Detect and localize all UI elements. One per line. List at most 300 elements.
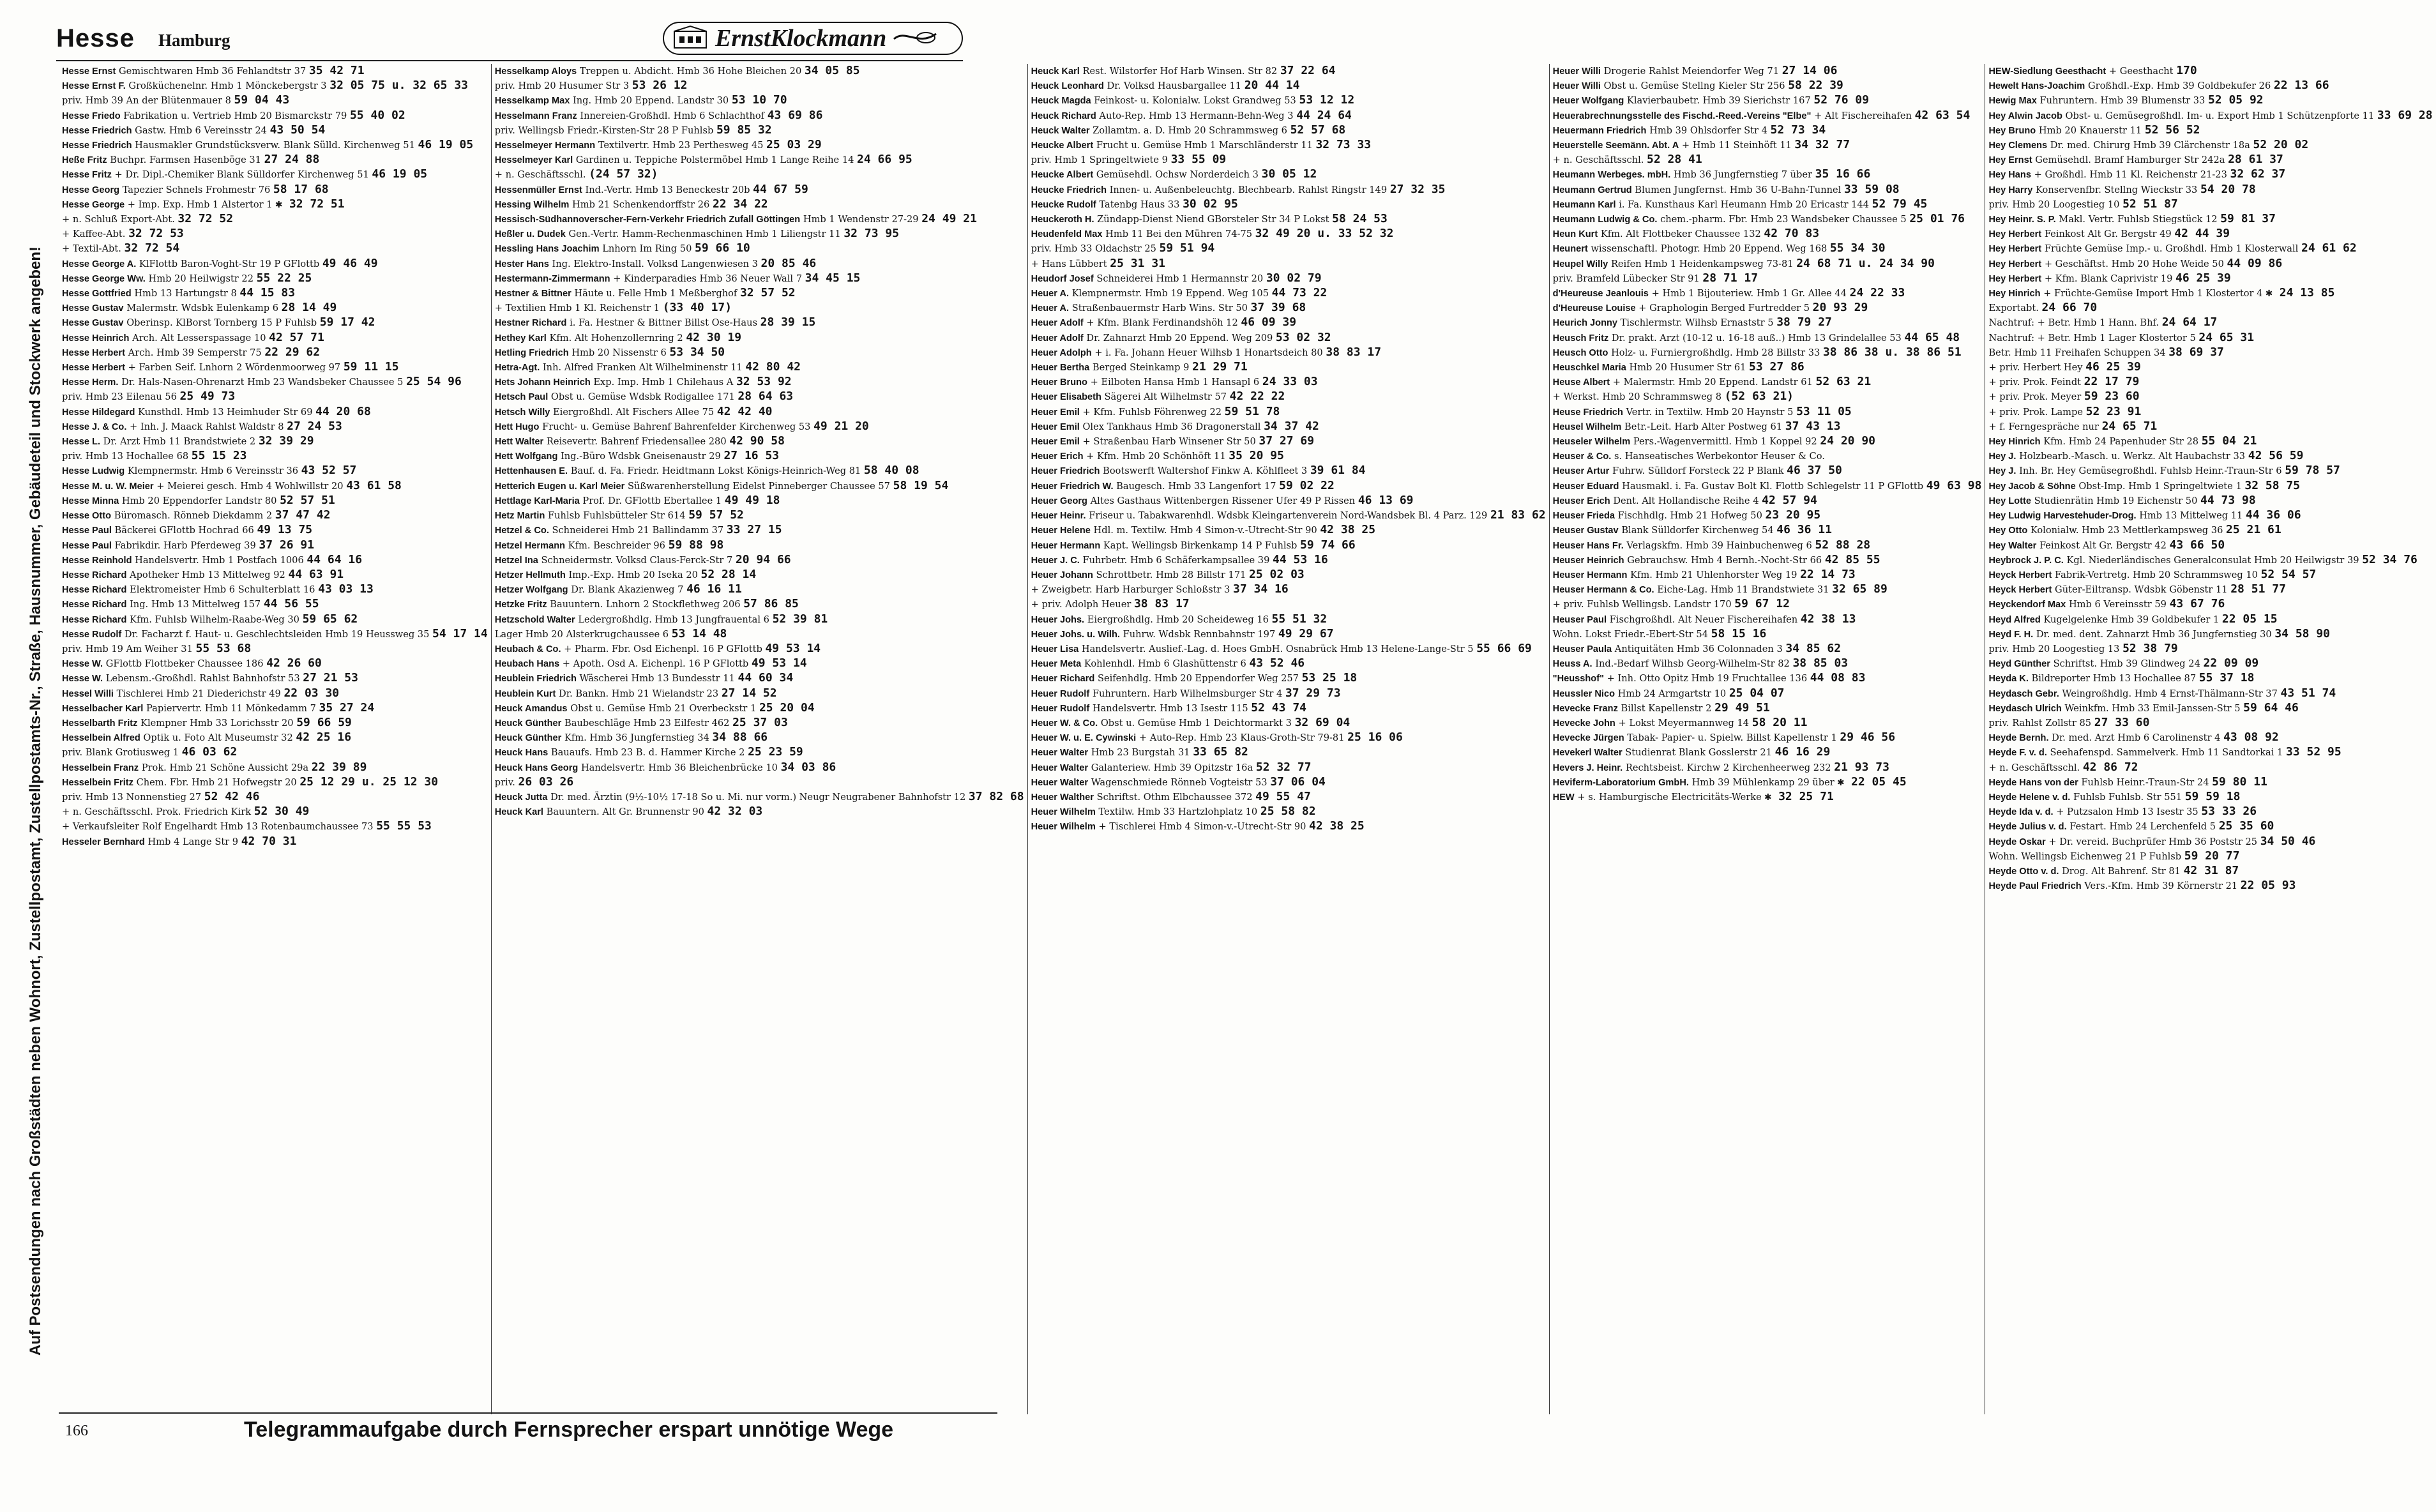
entry-details: + Straßenbau Harb Winsener Str 50 <box>1082 436 1256 448</box>
directory-entry <box>495 479 1024 492</box>
entry-name: Heuckeroth H. <box>1031 215 1094 225</box>
entry-name: Heviferm-Laboratorium GmbH. <box>1552 777 1689 788</box>
entry-phone: 28 39 15 <box>760 315 816 329</box>
entry-phone: 42 56 59 <box>2248 449 2304 463</box>
entry-name: Hesse Friedo <box>62 110 121 121</box>
directory-column <box>491 64 1027 1414</box>
directory-entry <box>1988 642 2432 655</box>
entry-details: Kgl. Niederländisches Generalconsulat Hmb 20 Heilwigstr 39 <box>2066 554 2359 566</box>
entry-name: Hey Jacob & Söhne <box>1988 481 2076 492</box>
directory-entry <box>1031 271 1546 285</box>
directory-entry <box>62 389 488 403</box>
entry-name: Hey Harry <box>1988 185 2033 195</box>
entry-name: HEW <box>1552 792 1575 803</box>
entry-phone: 25 54 96 <box>406 375 462 389</box>
directory-entry <box>62 153 488 166</box>
entry-details: i. Fa. Hestner & Bittner Billst Ose-Haus <box>570 317 757 329</box>
directory-entry <box>1988 331 2432 344</box>
building-icon <box>672 25 709 52</box>
entry-details: Feinkost- u. Kolonialw. Lokst Grandweg 53 <box>1094 95 1296 107</box>
entry-phone: 52 28 14 <box>700 567 757 581</box>
entry-name: Hey Herbert <box>1988 273 2042 284</box>
entry-name: Heucke Albert <box>1031 170 1094 181</box>
entry-name: Heuer W. & Co. <box>1031 718 1098 729</box>
directory-entry <box>1553 212 1982 225</box>
entry-details: + Imp. Exp. Hmb 1 Alstertor 1 <box>127 199 273 210</box>
entry-details: Früchte Gemüse Imp.- u. Großhdl. Hmb 1 Klosterwall <box>2044 243 2299 255</box>
entry-details: i. Fa. Kunsthaus Karl Heumann Hmb 20 Ericastr 144 <box>1619 199 1870 210</box>
entry-phone: 20 85 46 <box>760 256 817 270</box>
entry-name: Heuck Hans Georg <box>494 762 579 773</box>
entry-phone: 59 11 15 <box>343 360 399 374</box>
entry-name: Heuser Hermann <box>1552 570 1628 580</box>
entry-name: Heyckendorf Max <box>1988 600 2066 610</box>
entry-phone: 52 20 02 <box>2253 138 2309 152</box>
entry-name: Heuser Artur <box>1552 466 1610 477</box>
entry-details: Obst u. Gemüse Wdsbk Rodigallee 171 <box>550 391 735 403</box>
entry-details: Dr. Facharzt f. Haut- u. Geschlechtsleiden Hmb 19 Heussweg 35 <box>124 628 430 640</box>
entry-details: Zündapp-Dienst Niend GBorsteler Str 34 P Lokst <box>1097 214 1329 225</box>
entry-phone: (52 63 21) <box>1724 389 1794 404</box>
entry-name: Heuer Walther <box>1031 792 1094 803</box>
entry-name: Heuer Wilhelm <box>1031 807 1096 818</box>
directory-entry <box>495 241 1024 255</box>
entry-details: Dent. Alt Hollandische Reihe 4 <box>1613 495 1759 506</box>
entry-name: Heuck Magda <box>1031 96 1091 107</box>
entry-phone: ✱ 32 72 51 <box>275 197 345 211</box>
entry-name: Heuser Paul <box>1552 614 1607 625</box>
entry-phone: 24 68 71 u. 24 34 90 <box>1796 256 1935 270</box>
entry-details: + Kfm. Fuhlsb Föhrenweg 22 <box>1082 406 1222 418</box>
directory-entry <box>495 656 1024 670</box>
entry-phone: 38 69 37 <box>2168 345 2224 359</box>
entry-phone: 27 33 60 <box>2094 715 2150 729</box>
directory-entry <box>62 183 488 196</box>
entry-details: Obst u. Gemüse Stellng Kieler Str 256 <box>1603 80 1785 92</box>
directory-entry <box>495 301 1024 314</box>
entry-details: Obst-Imp. Hmb 1 Springeltwiete 1 <box>2078 480 2242 492</box>
directory-entry <box>62 597 488 610</box>
entry-phone: 59 66 59 <box>296 715 352 729</box>
directory-entry <box>495 745 1024 759</box>
directory-entry <box>1031 494 1546 507</box>
entry-name: Heuck Amandus <box>494 703 568 714</box>
entry-details: Fabrikdir. Harb Pferdeweg 39 <box>114 540 256 551</box>
entry-name: Heumann Ludwig & Co. <box>1552 215 1658 225</box>
entry-phone: 57 86 85 <box>743 597 799 611</box>
entry-details: Drog. Alt Bahrenf. Str 81 <box>2062 865 2181 877</box>
directory-entry <box>1988 775 2432 789</box>
entry-phone: 59 74 66 <box>1300 538 1356 552</box>
entry-details: Fuhlsb Heinr.-Traun-Str 24 <box>2081 776 2209 788</box>
entry-name: Hesse Rudolf <box>62 629 122 640</box>
directory-entry <box>1553 389 1982 403</box>
entry-name: Hetzel Hermann <box>494 540 566 551</box>
entry-details: Gebrauchsw. Hmb 4 Bernh.-Nocht-Str 66 <box>1627 554 1822 566</box>
entry-name: HEW-Siedlung Geesthacht <box>1988 66 2107 77</box>
directory-entry <box>1031 301 1546 314</box>
directory-entry <box>495 79 1024 92</box>
entry-phone: 42 25 16 <box>296 730 352 745</box>
entry-details: Hmb 1 Wendenstr 27-29 <box>803 214 919 225</box>
entry-details: + Kfm. Blank Caprivistr 19 <box>2044 273 2173 284</box>
entry-phone: 37 22 64 <box>1280 64 1336 77</box>
entry-details: Gemischtwaren Hmb 36 Fehlandtstr 37 <box>119 66 306 77</box>
directory-entry <box>1553 701 1982 714</box>
entry-phone: 49 53 14 <box>765 641 821 655</box>
directory-entry <box>62 79 488 92</box>
entry-phone: 42 57 94 <box>1762 493 1817 507</box>
directory-entry <box>1553 760 1982 774</box>
entry-name: Hesselbarth Fritz <box>62 718 138 729</box>
entry-phone: 42 38 25 <box>1309 819 1365 833</box>
entry-phone: 59 64 46 <box>2243 700 2299 714</box>
directory-entry <box>62 775 488 789</box>
entry-phone: 27 14 52 <box>721 686 777 700</box>
entry-details: priv. Hmb 20 Husumer Str 3 <box>494 80 630 92</box>
entry-details: Süßwarenherstellung Eidelst Pinneberger Chaussee 57 <box>627 480 890 492</box>
entry-details: Betr. Hmb 11 Freihafen Schuppen 34 <box>1988 347 2166 358</box>
directory-entry <box>1988 790 2432 803</box>
entry-phone: 43 69 86 <box>767 108 823 122</box>
entry-phone: 46 36 11 <box>1776 523 1832 537</box>
entry-phone: 52 30 49 <box>253 805 310 819</box>
entry-name: Heun Kurt <box>1552 229 1598 240</box>
entry-phone: 38 79 27 <box>1776 315 1832 329</box>
directory-entry <box>62 656 488 670</box>
directory-entry <box>1553 93 1982 107</box>
entry-name: Hey Walter <box>1988 540 2037 551</box>
entry-name: Hetsch Willy <box>494 407 550 418</box>
entry-name: Hevecke Franz <box>1552 703 1618 714</box>
directory-entry <box>495 420 1024 433</box>
entry-phone: 44 24 64 <box>1296 108 1352 122</box>
entry-phone: 42 57 71 <box>269 330 324 344</box>
entry-details: Klavierbaubetr. Hmb 39 Sierichstr 167 <box>1626 95 1811 107</box>
entry-phone: 27 16 53 <box>723 449 780 463</box>
entry-name: Hestermann-Zimmermann <box>494 273 610 284</box>
entry-details: Kolonialw. Hmb 23 Mettlerkampsweg 36 <box>2030 525 2223 536</box>
directory-entry <box>1553 642 1982 655</box>
entry-name: Heuer Georg <box>1031 495 1087 506</box>
entry-details: Fuhruntern. Harb Wilhelmsburger Str 4 <box>1092 688 1283 699</box>
entry-name: Hewig Max <box>1988 96 2037 107</box>
directory-entry <box>1988 864 2432 877</box>
entry-name: Heyda K. <box>1988 674 2029 684</box>
entry-details: Frucht u. Gemüse Hmb 1 Marschländerstr 11 <box>1096 140 1313 151</box>
entry-details: Kunsthdl. Hmb 13 Heimhuder Str 69 <box>138 406 313 418</box>
entry-phone: 34 58 90 <box>2274 626 2331 640</box>
entry-name: Hetz Martin <box>494 511 545 522</box>
entry-details: priv. Rahlst Zollstr 85 <box>1988 717 2092 729</box>
entry-phone: 42 22 22 <box>1229 389 1285 404</box>
entry-phone: 32 49 20 u. 33 52 32 <box>1255 227 1394 241</box>
entry-phone: 59 23 60 <box>2084 389 2140 404</box>
entry-phone: 32 39 29 <box>258 434 314 448</box>
entry-phone: 170 <box>2176 64 2197 77</box>
entry-phone: 42 31 87 <box>2183 863 2239 877</box>
entry-name: Hesselkamp Aloys <box>494 66 577 77</box>
directory-entry <box>495 257 1024 270</box>
directory-entry <box>1031 716 1546 729</box>
directory-entry <box>62 790 488 803</box>
entry-phone: 25 12 29 u. 25 12 30 <box>299 775 439 789</box>
entry-name: Hesselmeyer Hermann <box>494 140 596 151</box>
entry-details: Kfm. Hmb 24 Papenhuder Str 28 <box>2043 436 2199 448</box>
entry-details: Dr. Blank Akazienweg 7 <box>571 584 684 596</box>
entry-details: Galanteriew. Hmb 39 Opitzstr 16a <box>1091 762 1253 773</box>
entry-details: KlFlottb Baron-Voght-Str 19 P GFlottb <box>139 258 320 269</box>
directory-entry <box>1031 360 1546 374</box>
entry-name: Hevekerl Walter <box>1552 748 1623 759</box>
entry-details: + Früchte-Gemüse Import Hmb 1 Klostertor 4 <box>2043 288 2263 299</box>
directory-entry <box>1988 849 2432 863</box>
directory-entry <box>1988 79 2432 92</box>
entry-details: + Malermstr. Hmb 20 Eppend. Landstr 61 <box>1612 377 1813 388</box>
directory-entry <box>1031 109 1546 122</box>
entry-details: Dr. med. dent. Zahnarzt Hmb 36 Jungfernstieg 30 <box>2036 628 2272 640</box>
footer-slogan: Telegrammaufgabe durch Fernsprecher erspart unnötige Wege <box>244 1418 894 1442</box>
directory-entry <box>1031 345 1546 359</box>
directory-entry <box>495 538 1024 552</box>
entry-phone: 44 73 22 <box>1271 286 1328 300</box>
entry-details: Eiergroßhdlg. Hmb 20 Scheideweg 16 <box>1087 614 1269 625</box>
entry-name: Hettlage Karl-Maria <box>494 495 580 506</box>
entry-name: Heße Fritz <box>62 155 107 166</box>
entry-details: Buchpr. Farmsen Hasenböge 31 <box>110 155 261 166</box>
entry-name: Heyck Herbert <box>1988 570 2052 580</box>
entry-name: Hesse Richard <box>62 570 127 580</box>
entry-phone: 42 38 25 <box>1320 523 1376 537</box>
entry-name: Heuer Wolfgang <box>1552 96 1624 107</box>
entry-name: Hesse George Ww. <box>62 273 146 284</box>
entry-phone: 32 72 52 <box>178 212 234 226</box>
entry-name: Hesse Reinhold <box>62 555 132 566</box>
entry-name: Hesse Herbert <box>62 347 125 358</box>
entry-phone: 59 04 43 <box>234 93 290 107</box>
directory-entry <box>1553 449 1982 462</box>
entry-details: Papiervertr. Hmb 11 Mönkedamm 7 <box>146 702 316 714</box>
directory-entry <box>1031 331 1546 344</box>
entry-phone: 58 24 53 <box>1332 212 1388 226</box>
entry-details: Ind.-Vertr. Hmb 13 Beneckestr 20b <box>585 184 750 195</box>
entry-name: Hesse Richard <box>62 600 127 610</box>
entry-details: Eiergroßhdl. Alt Fischers Allee 75 <box>553 406 715 418</box>
directory-entry <box>62 835 488 848</box>
entry-details: Ing. Hmb 13 Mittelweg 157 <box>130 599 261 610</box>
entry-details: Dr. Hals-Nasen-Ohrenarzt Hmb 23 Wandsbeker Chaussee 5 <box>121 377 404 388</box>
entry-details: priv. Blank Grotiusweg 1 <box>62 747 179 759</box>
entry-phone: 42 70 83 <box>1764 227 1820 241</box>
entry-name: Hey Herbert <box>1988 229 2042 240</box>
directory-entry <box>495 123 1024 137</box>
directory-entry <box>495 389 1024 403</box>
entry-name: Heuer Erich <box>1031 451 1084 462</box>
entry-details: Gastw. Hmb 6 Vereinsstr 24 <box>135 125 267 136</box>
entry-details: + Dr. vereid. Buchprüfer Hmb 36 Poststr 25 <box>2048 836 2258 847</box>
entry-phone: 26 03 26 <box>518 775 574 789</box>
directory-entry <box>1988 745 2432 759</box>
entry-name: Hesse Georg <box>62 185 120 195</box>
entry-name: Heuer Walter <box>1031 762 1089 773</box>
entry-phone: 44 36 06 <box>2245 508 2301 522</box>
entry-phone: 25 21 61 <box>2226 523 2281 537</box>
entry-details: + priv. Prok. Meyer <box>1988 391 2082 403</box>
entry-details: Auto-Rep. Hmb 13 Hermann-Behn-Weg 3 <box>1099 110 1294 121</box>
directory-entry <box>1031 582 1546 596</box>
entry-details: + Alt Fischereihafen <box>1814 110 1912 121</box>
entry-phone: 34 88 66 <box>712 730 768 745</box>
entry-details: Tapezier Schnels Frohmestr 76 <box>122 184 271 195</box>
directory-entry <box>1553 420 1982 433</box>
entry-name: Heuer Friedrich <box>1031 466 1100 477</box>
entry-phone: 54 17 14 <box>432 626 488 640</box>
entry-details: Fischhdlg. Hmb 21 Hofweg 50 <box>1617 510 1762 522</box>
entry-phone: 42 26 60 <box>266 656 322 670</box>
entry-details: Inh. Br. Hey Gemüsegroßhdl. Fuhlsb Heinr.-Traun-Str 6 <box>2019 465 2282 477</box>
entry-phone: 52 34 76 <box>2362 552 2417 566</box>
directory-entry <box>1031 123 1546 137</box>
entry-name: Hesse M. u. W. Meier <box>62 481 154 492</box>
entry-name: Heybrock J. P. C. <box>1988 555 2064 566</box>
directory-entry <box>1553 271 1982 285</box>
entry-phone: 58 17 68 <box>273 182 329 196</box>
directory-entry <box>1031 257 1546 270</box>
entry-details: Altes Gasthaus Wittenbergen Rissener Ufer 49 P Rissen <box>1090 495 1356 506</box>
directory-entry <box>1031 389 1546 403</box>
entry-phone: 25 03 29 <box>766 138 822 152</box>
directory-entry <box>495 553 1024 566</box>
entry-phone: 25 37 03 <box>732 715 788 729</box>
directory-entry <box>1031 375 1546 388</box>
entry-name: Heuer Heinr. <box>1031 511 1086 522</box>
directory-entry <box>1553 730 1982 744</box>
entry-phone: 43 03 13 <box>318 582 374 596</box>
directory-entry <box>1988 197 2432 211</box>
entry-name: Heyck Herbert <box>1988 585 2052 596</box>
entry-phone: 38 85 03 <box>1792 656 1849 670</box>
entry-phone: 20 94 66 <box>735 552 791 566</box>
entry-name: Heuer Emil <box>1031 437 1080 448</box>
entry-name: Hey Heinr. S. P. <box>1988 215 2056 225</box>
entry-details: Textilw. Hmb 33 Hartzlohplatz 10 <box>1098 806 1258 818</box>
entry-details: Hmb 20 Heilwigstr 22 <box>148 273 253 284</box>
directory-entry <box>1553 109 1982 122</box>
entry-phone: ✱ 24 13 85 <box>2266 286 2335 300</box>
entry-name: Heßler u. Dudek <box>494 229 566 240</box>
directory-entry <box>1553 257 1982 270</box>
directory-entry <box>1988 241 2432 255</box>
directory-entry <box>495 805 1024 818</box>
entry-name: Heuse Friedrich <box>1552 407 1623 418</box>
entry-details: + Geesthacht <box>2108 66 2174 77</box>
entry-details: Tischlerei Hmb 21 Diederichstr 49 <box>116 688 281 699</box>
entry-details: Weinkfm. Hmb 33 Emil-Janssen-Str 5 <box>2064 702 2241 714</box>
entry-details: Dr. med. Chirurg Hmb 39 Clärchenstr 18a <box>2050 140 2250 151</box>
entry-details: Treppen u. Abdicht. Hmb 36 Hohe Bleichen 20 <box>579 66 802 77</box>
entry-phone: 59 88 98 <box>668 538 724 552</box>
entry-phone: 53 33 26 <box>2201 805 2257 819</box>
entry-details: priv. Wellingsb Friedr.-Kirsten-Str 28 P Fuhlsb <box>494 125 714 136</box>
directory-entry <box>1031 449 1546 462</box>
directory-entry <box>62 464 488 477</box>
entry-name: Hetzer Wolfgang <box>494 585 568 596</box>
directory-entry <box>1031 686 1546 700</box>
entry-phone: 52 56 52 <box>2144 123 2200 137</box>
entry-phone: 43 51 74 <box>2280 686 2336 700</box>
entry-phone: 44 20 68 <box>315 404 371 418</box>
entry-phone: 24 49 21 <box>921 212 977 226</box>
entry-phone: 21 29 71 <box>1192 360 1248 374</box>
directory-entry <box>1988 538 2432 552</box>
entry-details: Klempnermstr. Hmb 6 Vereinsstr 36 <box>127 465 299 477</box>
entry-name: Heuer Willi <box>1552 81 1601 92</box>
entry-name: Hesse W. <box>62 674 103 684</box>
directory-entry <box>1553 227 1982 240</box>
entry-name: Hesse Ernst <box>62 66 116 77</box>
directory-entry <box>1988 523 2432 536</box>
entry-name: Hessling Hans Joachim <box>494 244 600 255</box>
header-running-name: Hesse <box>56 24 135 52</box>
entry-name: Hesse Richard <box>62 585 127 596</box>
entry-details: Obst u. Gemüse Hmb 1 Deichtormarkt 3 <box>1100 717 1292 729</box>
entry-phone: 59 17 42 <box>319 315 375 329</box>
entry-phone: ✱ 22 05 45 <box>1837 775 1907 789</box>
entry-name: Hesseler Bernhard <box>62 836 145 847</box>
entry-name: Hesse Gustav <box>62 318 124 329</box>
entry-name: Heuser Hermann & Co. <box>1552 585 1654 596</box>
entry-details: Hmb 24 Armgartstr 10 <box>1617 688 1727 699</box>
entry-details: Hmb 20 Husumer Str 61 <box>1629 362 1746 374</box>
entry-phone: 43 50 54 <box>269 123 326 137</box>
entry-phone: 55 22 25 <box>256 271 312 285</box>
entry-name: Heuer Helene <box>1031 525 1091 536</box>
entry-name: Heuck Karl <box>494 807 543 818</box>
entry-phone: 59 81 37 <box>2220 212 2276 226</box>
entry-name: Hesse Herm. <box>62 377 119 388</box>
entry-name: Hey Hinrich <box>1988 289 2041 299</box>
entry-phone: 22 03 30 <box>284 686 340 700</box>
entry-phone: 52 39 81 <box>772 612 828 626</box>
entry-name: Heusel Wilhelm <box>1552 421 1622 432</box>
directory-entry <box>1031 93 1546 107</box>
entry-name: Hey Hinrich <box>1988 437 2041 448</box>
entry-phone: 59 51 78 <box>1224 404 1280 418</box>
directory-entry <box>1031 420 1546 433</box>
entry-phone: 55 40 02 <box>349 108 405 122</box>
entry-phone: 42 63 54 <box>1914 108 1971 122</box>
entry-name: Hesse Gottfried <box>62 289 132 299</box>
directory-entry <box>1553 494 1982 507</box>
entry-details: Zollamtm. a. D. Hmb 20 Schrammsweg 6 <box>1093 125 1287 136</box>
entry-phone: 24 66 95 <box>857 153 912 167</box>
postal-instruction-text: Auf Postsendungen nach Großstädten neben Wohnort, Zustellpostamt, Zustellpostamts-Nr., Straße, Hausnummer, Gebäudeteil und Stockwerk angeben! <box>27 246 44 1356</box>
entry-name: Heyde Oskar <box>1988 836 2046 847</box>
entry-phone: 49 21 20 <box>813 419 869 433</box>
directory-entry <box>1031 153 1546 166</box>
entry-phone: 52 43 74 <box>1251 700 1306 714</box>
entry-phone: 46 37 50 <box>1787 464 1842 478</box>
entry-phone: 37 43 13 <box>1785 419 1841 433</box>
directory-entry <box>62 212 488 225</box>
entry-details: + Dr. Dipl.-Chemiker Blank Sülldorfer Kirchenweg 51 <box>114 169 369 181</box>
entry-name: Heydasch Gebr. <box>1988 688 2059 699</box>
entry-name: Heubach & Co. <box>494 644 561 654</box>
entry-name: Heuck Günther <box>494 733 562 744</box>
entry-details: Bauf. d. Fa. Friedr. Heidtmann Lokst Königs-Heinrich-Weg 81 <box>570 465 861 477</box>
directory-entry <box>1988 627 2432 640</box>
entry-details: Hmb 39 Mühlenkamp 29 über <box>1691 776 1835 788</box>
